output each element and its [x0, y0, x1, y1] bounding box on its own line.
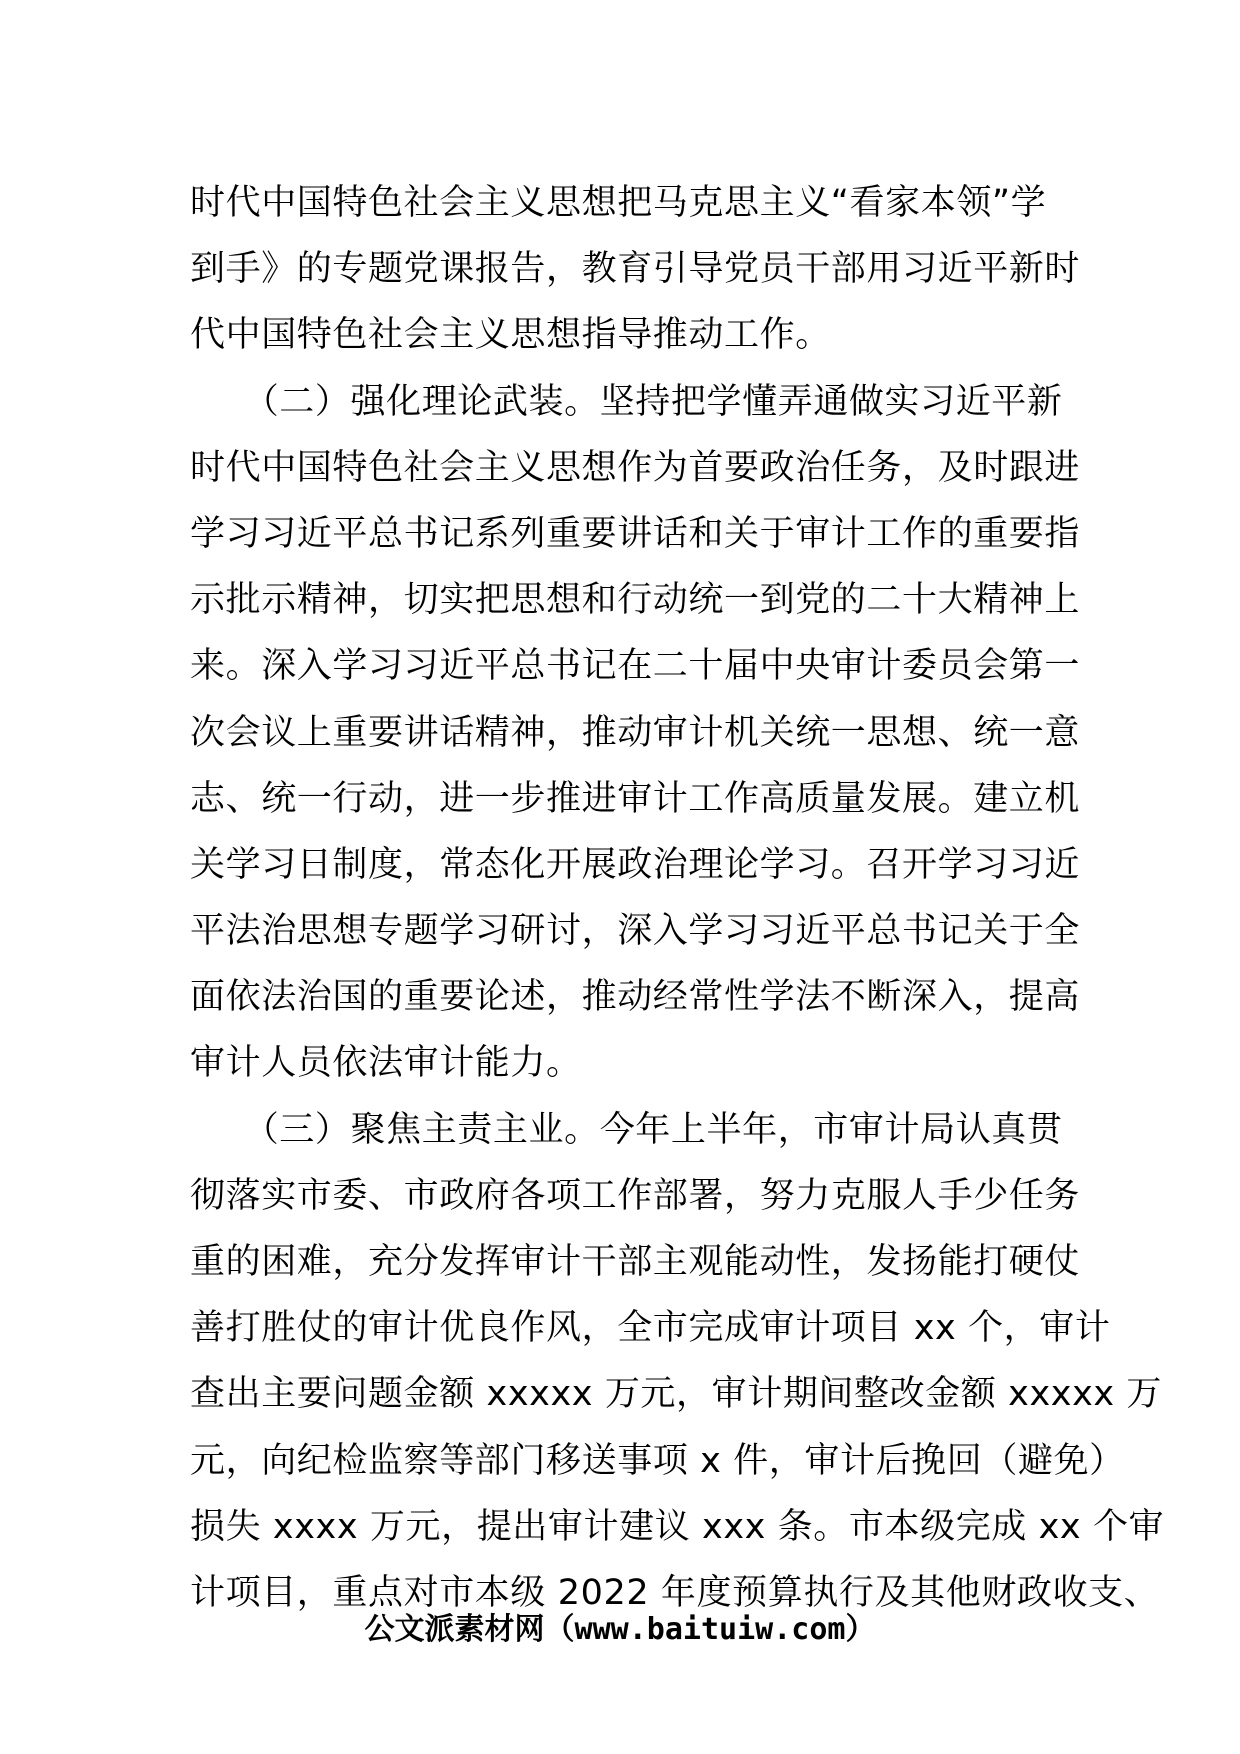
text-line: 元，向纪检监察等部门移送事项 x 件，审计后挽回（避免） — [190, 1440, 1125, 1481]
text-line: 彻落实市委、市政府各项工作部署，努力克服人手少任务 — [190, 1175, 1081, 1216]
text-line: 时代中国特色社会主义思想作为首要政治任务，及时跟进 — [190, 447, 1081, 488]
text-line: 面依法治国的重要论述，推动经常性学法不断深入，提高 — [190, 977, 1081, 1018]
text-line: 计项目，重点对市本级 2022 年度预算执行及其他财政收支、 — [190, 1572, 1160, 1613]
text-line: 重的困难，充分发挥审计干部主观能动性，发扬能打硬仗 — [190, 1242, 1081, 1282]
text-line: （三）聚焦主责主业。今年上半年，市审计局认真贯 — [190, 1109, 1063, 1150]
text-line: 关学习日制度，常态化开展政治理论学习。召开学习习近 — [190, 844, 1081, 885]
text-line: 学习习近平总书记系列重要讲话和关于审计工作的重要指 — [190, 513, 1081, 554]
text-line: 善打胜仗的审计优良作风，全市完成审计项目 xx 个，审计 — [190, 1308, 1111, 1349]
text-line: 平法治思想专题学习研讨，深入学习习近平总书记关于全 — [190, 911, 1081, 952]
text-line: 示批示精神，切实把思想和行动统一到党的二十大精神上 — [190, 580, 1081, 621]
text-line: 损失 xxxx 万元，提出审计建议 xxx 条。市本级完成 xx 个审 — [190, 1506, 1165, 1547]
text-line: 到手》的专题党课报告，教育引导党员干部用习近平新时 — [190, 249, 1081, 290]
text-line: 时代中国特色社会主义思想把马克思主义“看家本领”学 — [190, 183, 1047, 223]
text-line: 查出主要问题金额 xxxxx 万元，审计期间整改金额 xxxxx 万 — [190, 1374, 1163, 1415]
footer-watermark: 公文派素材网（www.baituiw.com） — [364, 1612, 876, 1647]
body-text — [190, 170, 1165, 1626]
text-line: 志、统一行动，进一步推进审计工作高质量发展。建立机 — [190, 778, 1081, 819]
text-line: 代中国特色社会主义思想指导推动工作。 — [190, 315, 831, 356]
text-line: 次会议上重要讲话精神，推动审计机关统一思想、统一意 — [190, 712, 1081, 753]
text-line: （二）强化理论武装。坚持把学懂弄通做实习近平新 — [190, 381, 1063, 422]
text-line: 审计人员依法审计能力。 — [190, 1043, 582, 1084]
text-line: 来。深入学习习近平总书记在二十届中央审计委员会第一 — [190, 646, 1081, 687]
